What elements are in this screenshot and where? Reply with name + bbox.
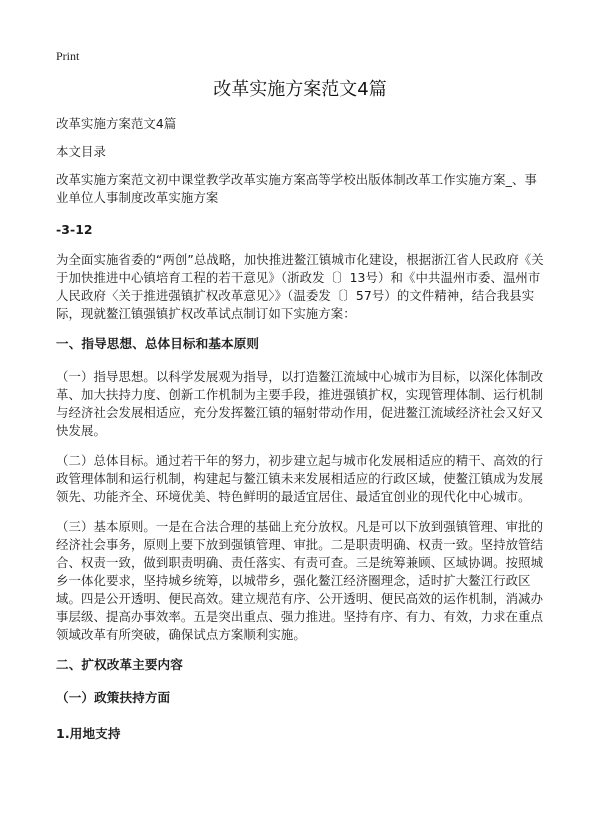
section-heading-guiding-principles: 一、指导思想、总体目标和基本原则 [56,336,260,351]
subsection-heading-policy-support: （一）政策扶持方面 [56,690,171,705]
paragraph-basic-principles: （三）基本原则。一是在合法合理的基础上充分放权。凡是可以下放到强镇管理、审批的经济社会事务，原则上要下放到强镇管理、审批。二是职责明确、权责一致。坚持放管结合、权责一致，做到职责明确、责任落实、有责可查。三是统筹兼顾、区域协调。按照城乡一体化要求，坚持城乡统筹，以城带乡，强化鳌江经济圈理念，适时扩大鳌江行政区域。四是公开透明、便民高效。建立规范有序、公开透明、便民高效的运作机制，消减办事层级、提高办事效率。五是突出重点、强力推进。坚持有序、有力、有效，力求在重点领域改革有所突破，确保试点方案顺利实施。 [56,519,544,642]
item-heading-land-support: 1.用地支持 [56,726,121,741]
section-heading-reform-content: 二、扩权改革主要内容 [56,657,183,672]
document-subtitle: 改革实施方案范文4篇 [56,116,177,131]
print-label[interactable]: Print [56,49,80,63]
document-title: 改革实施方案范文4篇 [213,79,387,100]
toc-text: 改革实施方案范文初中课堂教学改革实施方案高等学校出版体制改革工作实施方案_、事业单位人事制度改革实施方案 [56,172,537,205]
document-date: -3-12 [56,222,93,237]
intro-paragraph: 为全面实施省委的“两创”总战略，加快推进鳌江镇城市化建设，根据浙江省人民政府《关于加快推进中心镇培育工程的若干意见》（浙政发〔〕13号）和《中共温州市委、温州市人民政府〈关于推进强镇扩权改革意见〉》（温委发〔〕57号）的文件精神，结合我县实际，现就鳌江镇强镇扩权改革试点制订如下实施方案： [56,252,544,321]
paragraph-guiding-thought: （一）指导思想。以科学发展观为指导，以打造鳌江流域中心城市为目标，以深化体制改革、加大扶持力度、创新工作机制为主要手段，推进强镇扩权，实现管理体制、运行机制与经济社会发展相适应，充分发挥鳌江镇的辐射带动作用，促进鳌江流域经济社会又好又快发展。 [56,369,544,438]
paragraph-overall-goal: （二）总体目标。通过若干年的努力，初步建立起与城市化发展相适应的精干、高效的行政管理体制和运行机制，构建起与鳌江镇未来发展相适应的行政区域，使鳌江镇成为发展领先、功能齐全、环境优美、特色鲜明的最适宜居住、最适宜创业的现代化中心城市。 [56,453,544,504]
toc-heading: 本文目录 [56,144,106,159]
